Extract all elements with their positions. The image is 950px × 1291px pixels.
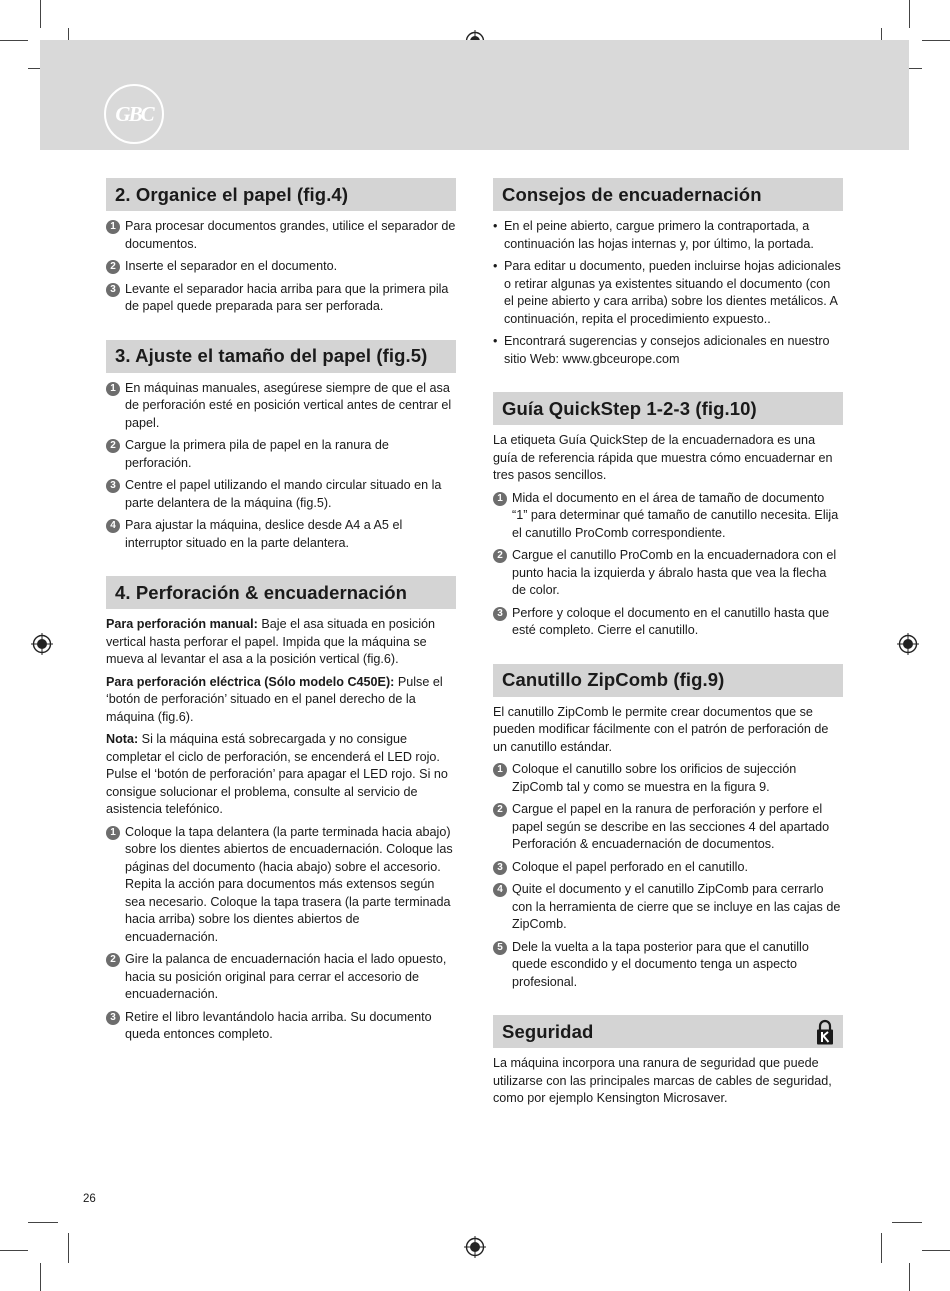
registration-mark-icon xyxy=(31,633,53,655)
step-text: Coloque la tapa delantera (la parte terminada hacia abajo) sobre los dientes abiertos de encuadernación. Coloque las páginas del documento (hacia abajo) sobre el accesorio. Repita la acción para documentos más extensos según sea necesario. Coloque la tapa trasera (la parte terminada hacia arriba) sobre los dientes abiertos de encuadernación. xyxy=(125,824,453,944)
step-list xyxy=(106,824,456,1044)
step-text: Cargue el papel en la ranura de perforación y perfore el papel según se describe en las secciones 4 del apartado Perforación & encuadernación de documentos. xyxy=(512,802,830,851)
step-text: Gire la palanca de encuadernación hacia el lado opuesto, hacia su posición original para cerrar el accesorio de encuadernación. xyxy=(125,952,447,1001)
step-text: En máquinas manuales, asegúrese siempre de que el asa de perforación esté en posición vertical antes de centrar el papel. xyxy=(125,380,452,430)
paragraph-nota xyxy=(106,731,456,819)
step-number-badge: 2 xyxy=(106,439,120,453)
section-zipcomb xyxy=(493,664,843,992)
left-column xyxy=(106,178,456,1068)
crop-mark xyxy=(40,1263,41,1291)
step-text: Coloque el papel perforado en el canutillo. xyxy=(512,859,748,874)
list-item xyxy=(106,437,456,472)
crop-mark xyxy=(909,1263,910,1291)
step-text: Retire el libro levantándolo hacia arriba. Su documento queda entonces completo. xyxy=(125,1009,432,1041)
paragraph-text: Baje el asa situada en posición vertical hasta perforar el papel. Impida que la máquina se mueva al levantar el asa a la posición vertical (fig.6). xyxy=(106,617,436,666)
bold-label: Nota: xyxy=(106,732,139,746)
section-consejos xyxy=(493,178,843,368)
kensington-lock-icon xyxy=(816,1019,834,1045)
list-item xyxy=(493,801,843,854)
list-item xyxy=(106,281,456,316)
section-title: Canutillo ZipComb (fig.9) xyxy=(502,669,725,690)
list-item xyxy=(106,1009,456,1044)
section-organice xyxy=(106,178,456,316)
crop-mark xyxy=(28,1222,58,1223)
list-item: • Para editar u documento, pueden incluirse hojas adicionales o retirar algunas ya existentes situando el documento (con el peine abierto y cara arriba) sobre los dientes metálicos. A continuación, repita el procedimiento expuesto.. xyxy=(493,258,843,328)
step-number-badge: 2 xyxy=(106,260,120,274)
step-text: Perfore y coloque el documento en el canutillo hasta que esté completo. Cierre el canutillo. xyxy=(512,605,830,637)
header-band xyxy=(40,40,909,150)
bullet-list xyxy=(493,218,843,368)
list-item xyxy=(493,605,843,640)
section-ajuste xyxy=(106,340,456,553)
crop-mark xyxy=(922,1250,950,1251)
step-text: Dele la vuelta a la tapa posterior para que el canutillo quede escondido y el documento tenga un aspecto profesional. xyxy=(512,939,809,989)
step-text: Centre el papel utilizando el mando circular situado en la parte delantera de la máquina (fig.5). xyxy=(125,478,442,510)
step-number-badge: 4 xyxy=(493,883,507,897)
step-list xyxy=(106,218,456,316)
step-text: Quite el documento y el canutillo ZipComb para cerrarlo con la herramienta de cierre que se incluye en las cajas de ZipComb. xyxy=(512,882,841,931)
step-number-badge: 3 xyxy=(106,1011,120,1025)
registration-mark-icon xyxy=(464,1236,486,1258)
list-item xyxy=(106,824,456,947)
step-number-badge: 2 xyxy=(493,549,507,563)
crop-mark xyxy=(40,0,41,28)
section-header xyxy=(493,178,843,211)
intro-paragraph: La etiqueta Guía QuickStep de la encuadernadora es una guía de referencia rápida que muestra cómo encuadernar en tres pasos sencillos. xyxy=(493,433,833,482)
crop-mark xyxy=(922,40,950,41)
crop-mark xyxy=(881,1233,882,1263)
list-item xyxy=(106,477,456,512)
step-number-badge: 1 xyxy=(106,382,120,396)
paragraph-text: Si la máquina está sobrecargada y no consigue completar el ciclo de perforación, se encenderá el LED rojo. Pulse el ‘botón de perforación’ para apagar el LED rojo. Si no consigue solucionar el problema, consulte al servicio de asistencia telefónico. xyxy=(106,732,448,816)
step-number-badge: 3 xyxy=(106,283,120,297)
step-number-badge: 1 xyxy=(493,763,507,777)
section-header xyxy=(106,340,456,373)
gbc-logo: GBC xyxy=(104,84,164,144)
section-header xyxy=(493,664,843,697)
step-number-badge: 1 xyxy=(106,220,120,234)
section-title: 2. Organice el papel (fig.4) xyxy=(115,183,349,205)
list-item xyxy=(106,951,456,1004)
crop-mark xyxy=(892,1222,922,1223)
section-header xyxy=(106,576,456,609)
section-quickstep xyxy=(493,392,843,640)
step-text: Inserte el separador en el documento. xyxy=(125,259,338,273)
step-text: Cargue la primera pila de papel en la ranura de perforación. xyxy=(125,438,389,470)
list-item: • En el peine abierto, cargue primero la contraportada, a continuación las hojas internas y, por último, la portada. xyxy=(493,218,843,253)
step-list xyxy=(493,761,843,991)
step-list xyxy=(106,380,456,553)
list-item xyxy=(493,939,843,992)
crop-mark xyxy=(0,1250,28,1251)
list-item: • Encontrará sugerencias y consejos adicionales en nuestro sitio Web: www.gbceurope.com xyxy=(493,333,843,368)
section-header xyxy=(493,1015,843,1048)
intro-paragraph: El canutillo ZipComb le permite crear documentos que se pueden modificar fácilmente con el patrón de perforación de un canutillo estándar. xyxy=(493,704,829,754)
step-list xyxy=(493,490,843,640)
page-number: 26 xyxy=(83,1193,96,1205)
section-title: Seguridad xyxy=(502,1020,594,1042)
list-item xyxy=(493,490,843,543)
crop-mark xyxy=(68,1233,69,1263)
paragraph-electrica xyxy=(106,674,456,727)
step-number-badge: 5 xyxy=(493,941,507,955)
step-text: Coloque el canutillo sobre los orificios de sujección ZipComb tal y como se muestra en la figura 9. xyxy=(512,762,797,794)
step-number-badge: 1 xyxy=(493,492,507,506)
paragraph-text: Pulse el ‘botón de perforación’ situado en el panel derecho de la máquina (fig.6). xyxy=(106,674,443,724)
list-item xyxy=(106,218,456,253)
step-number-badge: 2 xyxy=(493,803,507,817)
paragraph-text: La máquina incorpora una ranura de seguridad que puede utilizarse con las principales marcas de cables de seguridad, como por ejemplo Kensington Microsaver. xyxy=(493,1056,832,1105)
step-text: Mida el documento en el área de tamaño de documento “1” para determinar qué tamaño de canutillo necesita. Elija el canutillo ProComb correspondiente. xyxy=(512,490,839,540)
step-number-badge: 3 xyxy=(493,607,507,621)
bold-label: Para perforación manual: xyxy=(106,617,258,631)
crop-mark xyxy=(909,0,910,28)
section-title: 4. Perforación & encuadernación xyxy=(115,581,407,603)
step-number-badge: 2 xyxy=(106,953,120,967)
list-item xyxy=(493,859,843,877)
step-number-badge: 3 xyxy=(106,479,120,493)
right-column xyxy=(493,178,843,1132)
section-header xyxy=(493,392,843,425)
list-item xyxy=(106,380,456,433)
list-item xyxy=(493,547,843,600)
step-number-badge: 4 xyxy=(106,519,120,533)
list-item xyxy=(493,881,843,934)
step-number-badge: 3 xyxy=(493,861,507,875)
crop-mark xyxy=(0,40,28,41)
section-header xyxy=(106,178,456,211)
section-perforacion xyxy=(106,576,456,1044)
step-text: Para procesar documentos grandes, utilice el separador de documentos. xyxy=(125,219,456,251)
list-item xyxy=(106,258,456,276)
list-item xyxy=(493,761,843,796)
section-title: 3. Ajuste el tamaño del papel (fig.5) xyxy=(115,345,428,366)
section-title: Guía QuickStep 1-2-3 (fig.10) xyxy=(502,397,757,419)
registration-mark-icon xyxy=(897,633,919,655)
step-number-badge: 1 xyxy=(106,826,120,840)
section-seguridad xyxy=(493,1015,843,1108)
list-item xyxy=(106,517,456,552)
step-text: Cargue el canutillo ProComb en la encuadernadora con el punto hacia la izquierda y ábralo hasta que vea la flecha de color. xyxy=(512,548,837,597)
paragraph-manual xyxy=(106,616,456,669)
bold-label: Para perforación eléctrica (Sólo modelo C450E): xyxy=(106,674,395,689)
step-text: Levante el separador hacia arriba para que la primera pila de papel quede preparada para ser perforada. xyxy=(125,281,449,313)
step-text: Para ajustar la máquina, deslice desde A4 a A5 el interruptor situado en la parte delantera. xyxy=(125,518,403,550)
section-title: Consejos de encuadernación xyxy=(502,183,762,205)
